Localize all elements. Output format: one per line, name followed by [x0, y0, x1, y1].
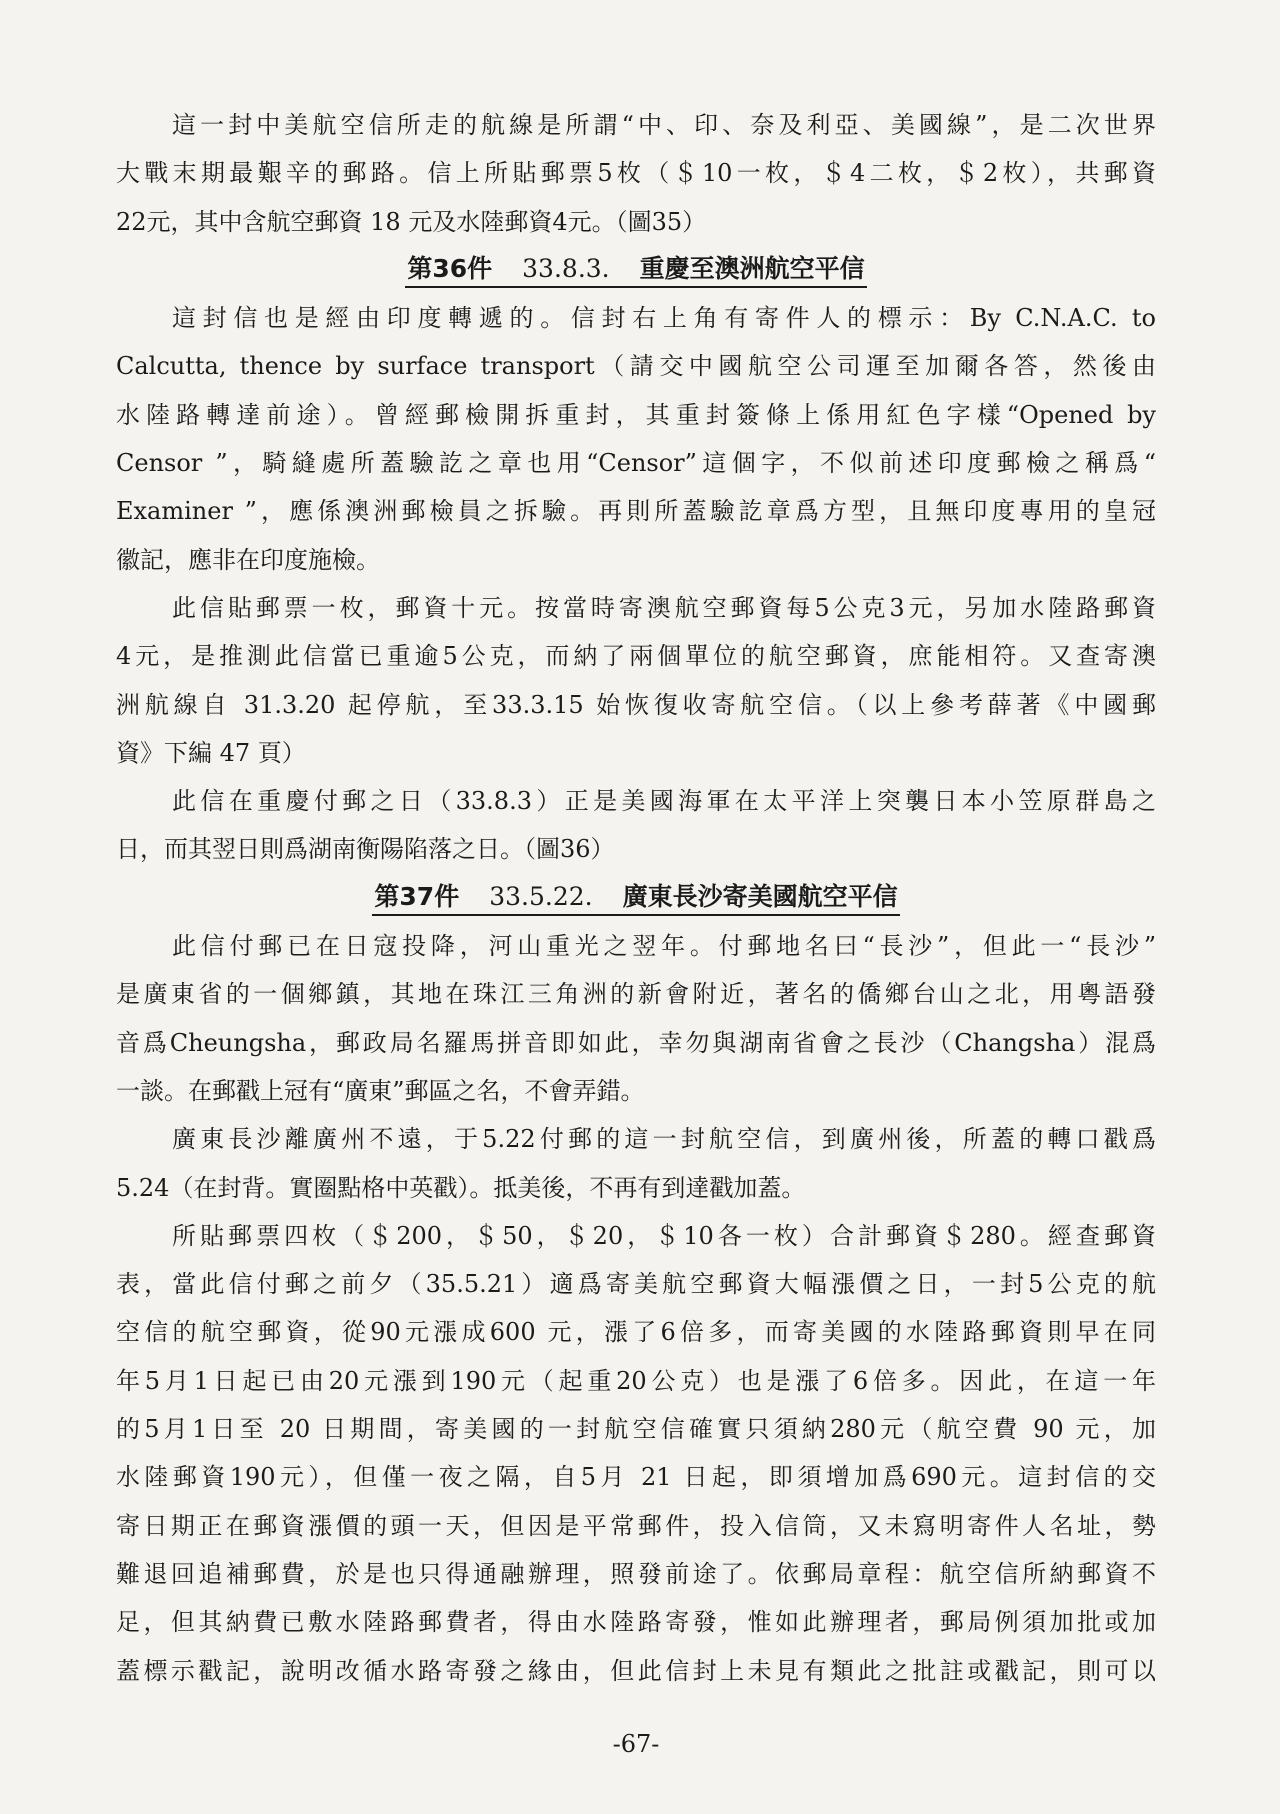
text-line: 4元，是推測此信當已重逾5公克，而納了兩個單位的航空郵資，庶能相符。又查寄澳 [116, 642, 1156, 671]
text-line: 音爲Cheungsha，郵政局名羅馬拼音即如此，幸勿與湖南省會之長沙（Changsha）混爲 [116, 1028, 1156, 1057]
text-line: 寄日期正在郵資漲價的頭一天，但因是平常郵件，投入信筒，又未寫明寄件人名址，勢 [116, 1511, 1156, 1540]
paragraph [116, 584, 1156, 777]
text-line: 5.24（在封背。實圈點格中英戳）。抵美後，不再有到達戳加蓋。 [116, 1173, 806, 1202]
paragraph [116, 922, 1156, 1115]
text-line: 表，當此信付郵之前夕（35.5.21）適爲寄美航空郵資大幅漲價之日，一封5公克的航 [116, 1270, 1156, 1299]
text-line: 難退回追補郵費，於是也只得通融辦理，照發前途了。依郵局章程：航空信所納郵資不 [116, 1559, 1156, 1588]
text-line: 日，而其翌日則爲湖南衡陽陷落之日。（圖36） [116, 835, 615, 864]
text-line: 空信的航空郵資，從90元漲成600 元，漲了6倍多，而寄美國的水陸路郵資則早在同 [116, 1318, 1156, 1347]
text-line: 此信在重慶付郵之日（33.8.3）正是美國海軍在太平洋上突襲日本小笠原群島之 [172, 787, 1156, 816]
section-heading [116, 874, 1156, 922]
text-line: 年5月1日起已由20元漲到190元（起重20公克）也是漲了6倍多。因此，在這一年 [116, 1366, 1156, 1395]
text-line: 水陸路轉達前途）。曾經郵檢開拆重封，其重封簽條上係用紅色字樣“Opened by [116, 400, 1156, 429]
text-line: Calcutta, thence by surface transport（請交中國航空公司運至加爾各答，然後由 [116, 352, 1156, 381]
text-line: 資》下編 47 頁） [116, 738, 306, 767]
text-line: 蓋標示戳記，說明改循水路寄發之緣由，但此信封上未見有類此之批註或戳記，則可以 [116, 1656, 1156, 1685]
paragraph [116, 294, 1156, 584]
item-title: 重慶至澳洲航空平信 [639, 254, 865, 284]
section-heading-underlined [372, 880, 899, 916]
text-line: 此信貼郵票一枚，郵資十元。按當時寄澳航空郵資每5公克3元，另加水陸路郵資 [172, 593, 1156, 622]
text-line: 這一封中美航空信所走的航線是所謂“中、印、奈及利亞、美國線”，是二次世界 [172, 111, 1156, 139]
text-line: 這封信也是經由印度轉遞的。信封右上角有寄件人的標示：By C.N.A.C. to [172, 304, 1156, 333]
paragraph [116, 101, 1156, 246]
paragraph [116, 1115, 1156, 1212]
item-number: 第37件 [374, 882, 460, 912]
text-line: Examiner ”，應係澳洲郵檢員之拆驗。再則所蓋驗訖章爲方型，且無印度專用的皇冠 [116, 497, 1156, 526]
text-line: 一談。在郵戳上冠有“廣東”郵區之名，不會弄錯。 [116, 1076, 645, 1105]
text-line: 水陸郵資190元），但僅一夜之隔，自5月 21 日起，即須增加爲690元。這封信的交 [116, 1463, 1156, 1492]
item-title: 廣東長沙寄美國航空平信 [622, 882, 898, 912]
item-date: 33.8.3. [522, 254, 610, 284]
text-line: 徽記，應非在印度施檢。 [116, 545, 380, 574]
section-heading [116, 246, 1156, 294]
text-line: 廣東長沙離廣州不遠，于5.22付郵的這一封航空信，到廣州後，所蓋的轉口戳爲 [172, 1125, 1156, 1154]
paragraph [116, 777, 1156, 874]
item-date: 33.5.22. [489, 882, 593, 912]
text-line: Censor ”，騎縫處所蓋驗訖之章也用“Censor”這個字，不似前述印度郵檢之稱爲“ [116, 449, 1156, 478]
text-line: 22元，其中含航空郵資 18 元及水陸郵資4元。（圖35） [116, 207, 707, 236]
text-line: 的5月1日至 20 日期間，寄美國的一封航空信確實只須納280元（航空費 90 元，加 [116, 1415, 1156, 1444]
body-text [116, 101, 1156, 1695]
text-line: 此信付郵已在日寇投降，河山重光之翌年。付郵地名曰“長沙”，但此一“長沙” [172, 932, 1156, 961]
paragraph [116, 1212, 1156, 1695]
page-number: -67- [612, 1730, 660, 1758]
text-line: 洲航線自 31.3.20 起停航，至33.3.15 始恢復收寄航空信。（以上參考薛著《中國郵 [116, 690, 1156, 719]
text-line: 所貼郵票四枚（＄200，＄50，＄20，＄10各一枚）合計郵資＄280。經查郵資 [172, 1221, 1156, 1250]
text-line: 足，但其納費已敷水陸路郵費者，得由水陸路寄發，惟如此辦理者，郵局例須加批或加 [116, 1608, 1156, 1637]
section-heading-underlined [405, 252, 866, 288]
item-number: 第36件 [407, 254, 493, 284]
text-line: 大戰末期最艱辛的郵路。信上所貼郵票5枚（＄10一枚，＄4二枚，＄2枚），共郵資 [116, 159, 1156, 188]
text-line: 是廣東省的一個鄉鎮，其地在珠江三角洲的新會附近，著名的僑鄉台山之北，用粵語發 [116, 980, 1156, 1009]
